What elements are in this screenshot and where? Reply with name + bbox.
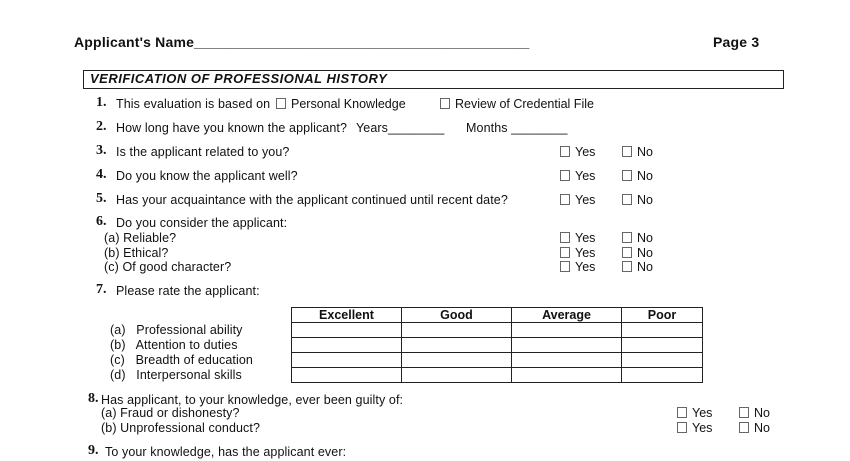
checkbox-icon[interactable]	[677, 422, 687, 433]
rating-cell[interactable]	[292, 368, 402, 383]
rating-cell[interactable]	[512, 323, 622, 338]
q6-item-reliable: (a) Reliable?	[104, 231, 177, 245]
section-title: VERIFICATION OF PROFESSIONAL HISTORY	[90, 71, 388, 86]
q6a-yes-option[interactable]	[560, 231, 595, 245]
q2-months-field[interactable]: Months ________	[466, 121, 568, 135]
yes-label: Yes	[575, 231, 596, 245]
rating-cell[interactable]	[622, 323, 703, 338]
rating-table-header	[292, 308, 703, 323]
q7-item-interpersonal-skills: (d) Interpersonal skills	[110, 368, 242, 382]
rating-row-breadth-of-education	[292, 353, 703, 368]
yes-label: Yes	[692, 421, 713, 435]
q6-item-character: (c) Of good character?	[104, 260, 232, 274]
q6-text: Do you consider the applicant:	[116, 216, 288, 230]
rating-row-attention-to-duties	[292, 338, 703, 353]
yes-label: Yes	[575, 145, 596, 159]
q3-text: Is the applicant related to you?	[116, 145, 290, 159]
q6a-no-option[interactable]	[622, 231, 653, 245]
q8-number: 8.	[88, 391, 99, 406]
checkbox-icon[interactable]	[622, 261, 632, 272]
rating-table	[291, 307, 703, 383]
q8-item-unprofessional: (b) Unprofessional conduct?	[101, 421, 261, 435]
q1-option-label: Personal Knowledge	[291, 97, 406, 111]
q3-no-option[interactable]	[622, 145, 653, 159]
checkbox-icon[interactable]	[560, 247, 570, 258]
rating-cell[interactable]	[622, 368, 703, 383]
checkbox-icon[interactable]	[622, 146, 632, 157]
applicant-name-label: Applicant's Name__________________________________________	[74, 34, 530, 50]
q8-item-fraud: (a) Fraud or dishonesty?	[101, 406, 240, 420]
q8b-no-option[interactable]	[739, 421, 770, 435]
rating-cell[interactable]	[402, 368, 512, 383]
q6c-yes-option[interactable]	[560, 260, 595, 274]
q5-no-option[interactable]	[622, 193, 653, 207]
q4-text: Do you know the applicant well?	[116, 169, 298, 183]
q2-text: How long have you known the applicant?	[116, 121, 348, 135]
q2-number: 2.	[96, 119, 107, 134]
q8-text: Has applicant, to your knowledge, ever been guilty of:	[101, 393, 404, 407]
q1-option-label: Review of Credential File	[455, 97, 594, 111]
no-label: No	[637, 246, 653, 260]
checkbox-icon[interactable]	[622, 170, 632, 181]
checkbox-icon[interactable]	[739, 422, 749, 433]
rating-cell[interactable]	[402, 323, 512, 338]
yes-label: Yes	[575, 193, 596, 207]
q2-years-field[interactable]: Years________	[356, 121, 445, 135]
q7-item-breadth-of-education: (c) Breadth of education	[110, 353, 253, 367]
q5-yes-option[interactable]	[560, 193, 595, 207]
checkbox-icon[interactable]	[560, 170, 570, 181]
yes-label: Yes	[575, 260, 596, 274]
checkbox-icon[interactable]	[677, 407, 687, 418]
q4-no-option[interactable]	[622, 169, 653, 183]
rating-cell[interactable]	[292, 353, 402, 368]
q6b-yes-option[interactable]	[560, 246, 595, 260]
yes-label: Yes	[575, 169, 596, 183]
checkbox-icon[interactable]	[560, 232, 570, 243]
rating-col-average: Average	[512, 308, 622, 323]
q6-item-ethical: (b) Ethical?	[104, 246, 169, 260]
no-label: No	[754, 421, 770, 435]
q1-credential-file-option[interactable]	[440, 97, 594, 111]
q8a-yes-option[interactable]	[677, 406, 712, 420]
checkbox-icon[interactable]	[739, 407, 749, 418]
q5-number: 5.	[96, 191, 107, 206]
checkbox-icon[interactable]	[560, 146, 570, 157]
checkbox-icon[interactable]	[560, 261, 570, 272]
section-header-box	[83, 70, 784, 89]
page-number: Page 3	[713, 34, 760, 50]
no-label: No	[754, 406, 770, 420]
rating-cell[interactable]	[512, 368, 622, 383]
q9-text: To your knowledge, has the applicant ever:	[105, 445, 347, 459]
q4-number: 4.	[96, 167, 107, 182]
checkbox-icon[interactable]	[622, 247, 632, 258]
checkbox-icon[interactable]	[622, 232, 632, 243]
q7-item-attention-to-duties: (b) Attention to duties	[110, 338, 238, 352]
rating-cell[interactable]	[622, 338, 703, 353]
q7-number: 7.	[96, 282, 107, 297]
rating-cell[interactable]	[402, 338, 512, 353]
rating-col-poor: Poor	[622, 308, 703, 323]
checkbox-icon[interactable]	[276, 98, 286, 109]
rating-row-interpersonal-skills	[292, 368, 703, 383]
checkbox-icon[interactable]	[622, 194, 632, 205]
rating-cell[interactable]	[292, 338, 402, 353]
q1-text: This evaluation is based on	[116, 97, 271, 111]
no-label: No	[637, 169, 653, 183]
q5-text: Has your acquaintance with the applicant continued until recent date?	[116, 193, 508, 207]
no-label: No	[637, 145, 653, 159]
rating-col-good: Good	[402, 308, 512, 323]
rating-col-excellent: Excellent	[292, 308, 402, 323]
q7-text: Please rate the applicant:	[116, 284, 260, 298]
checkbox-icon[interactable]	[560, 194, 570, 205]
rating-cell[interactable]	[512, 353, 622, 368]
yes-label: Yes	[575, 246, 596, 260]
q8a-no-option[interactable]	[739, 406, 770, 420]
no-label: No	[637, 260, 653, 274]
rating-cell[interactable]	[512, 338, 622, 353]
q1-number: 1.	[96, 95, 107, 110]
q3-yes-option[interactable]	[560, 145, 595, 159]
no-label: No	[637, 231, 653, 245]
q7-item-professional-ability: (a) Professional ability	[110, 323, 243, 337]
q6b-no-option[interactable]	[622, 246, 653, 260]
q6-number: 6.	[96, 214, 107, 229]
rating-cell[interactable]	[402, 353, 512, 368]
q6c-no-option[interactable]	[622, 260, 653, 274]
q8b-yes-option[interactable]	[677, 421, 712, 435]
rating-row-professional-ability	[292, 323, 703, 338]
rating-cell[interactable]	[622, 353, 703, 368]
no-label: No	[637, 193, 653, 207]
q4-yes-option[interactable]	[560, 169, 595, 183]
checkbox-icon[interactable]	[440, 98, 450, 109]
rating-cell[interactable]	[292, 323, 402, 338]
yes-label: Yes	[692, 406, 713, 420]
q9-number: 9.	[88, 443, 99, 458]
q3-number: 3.	[96, 143, 107, 158]
q1-personal-knowledge-option[interactable]	[276, 97, 406, 111]
